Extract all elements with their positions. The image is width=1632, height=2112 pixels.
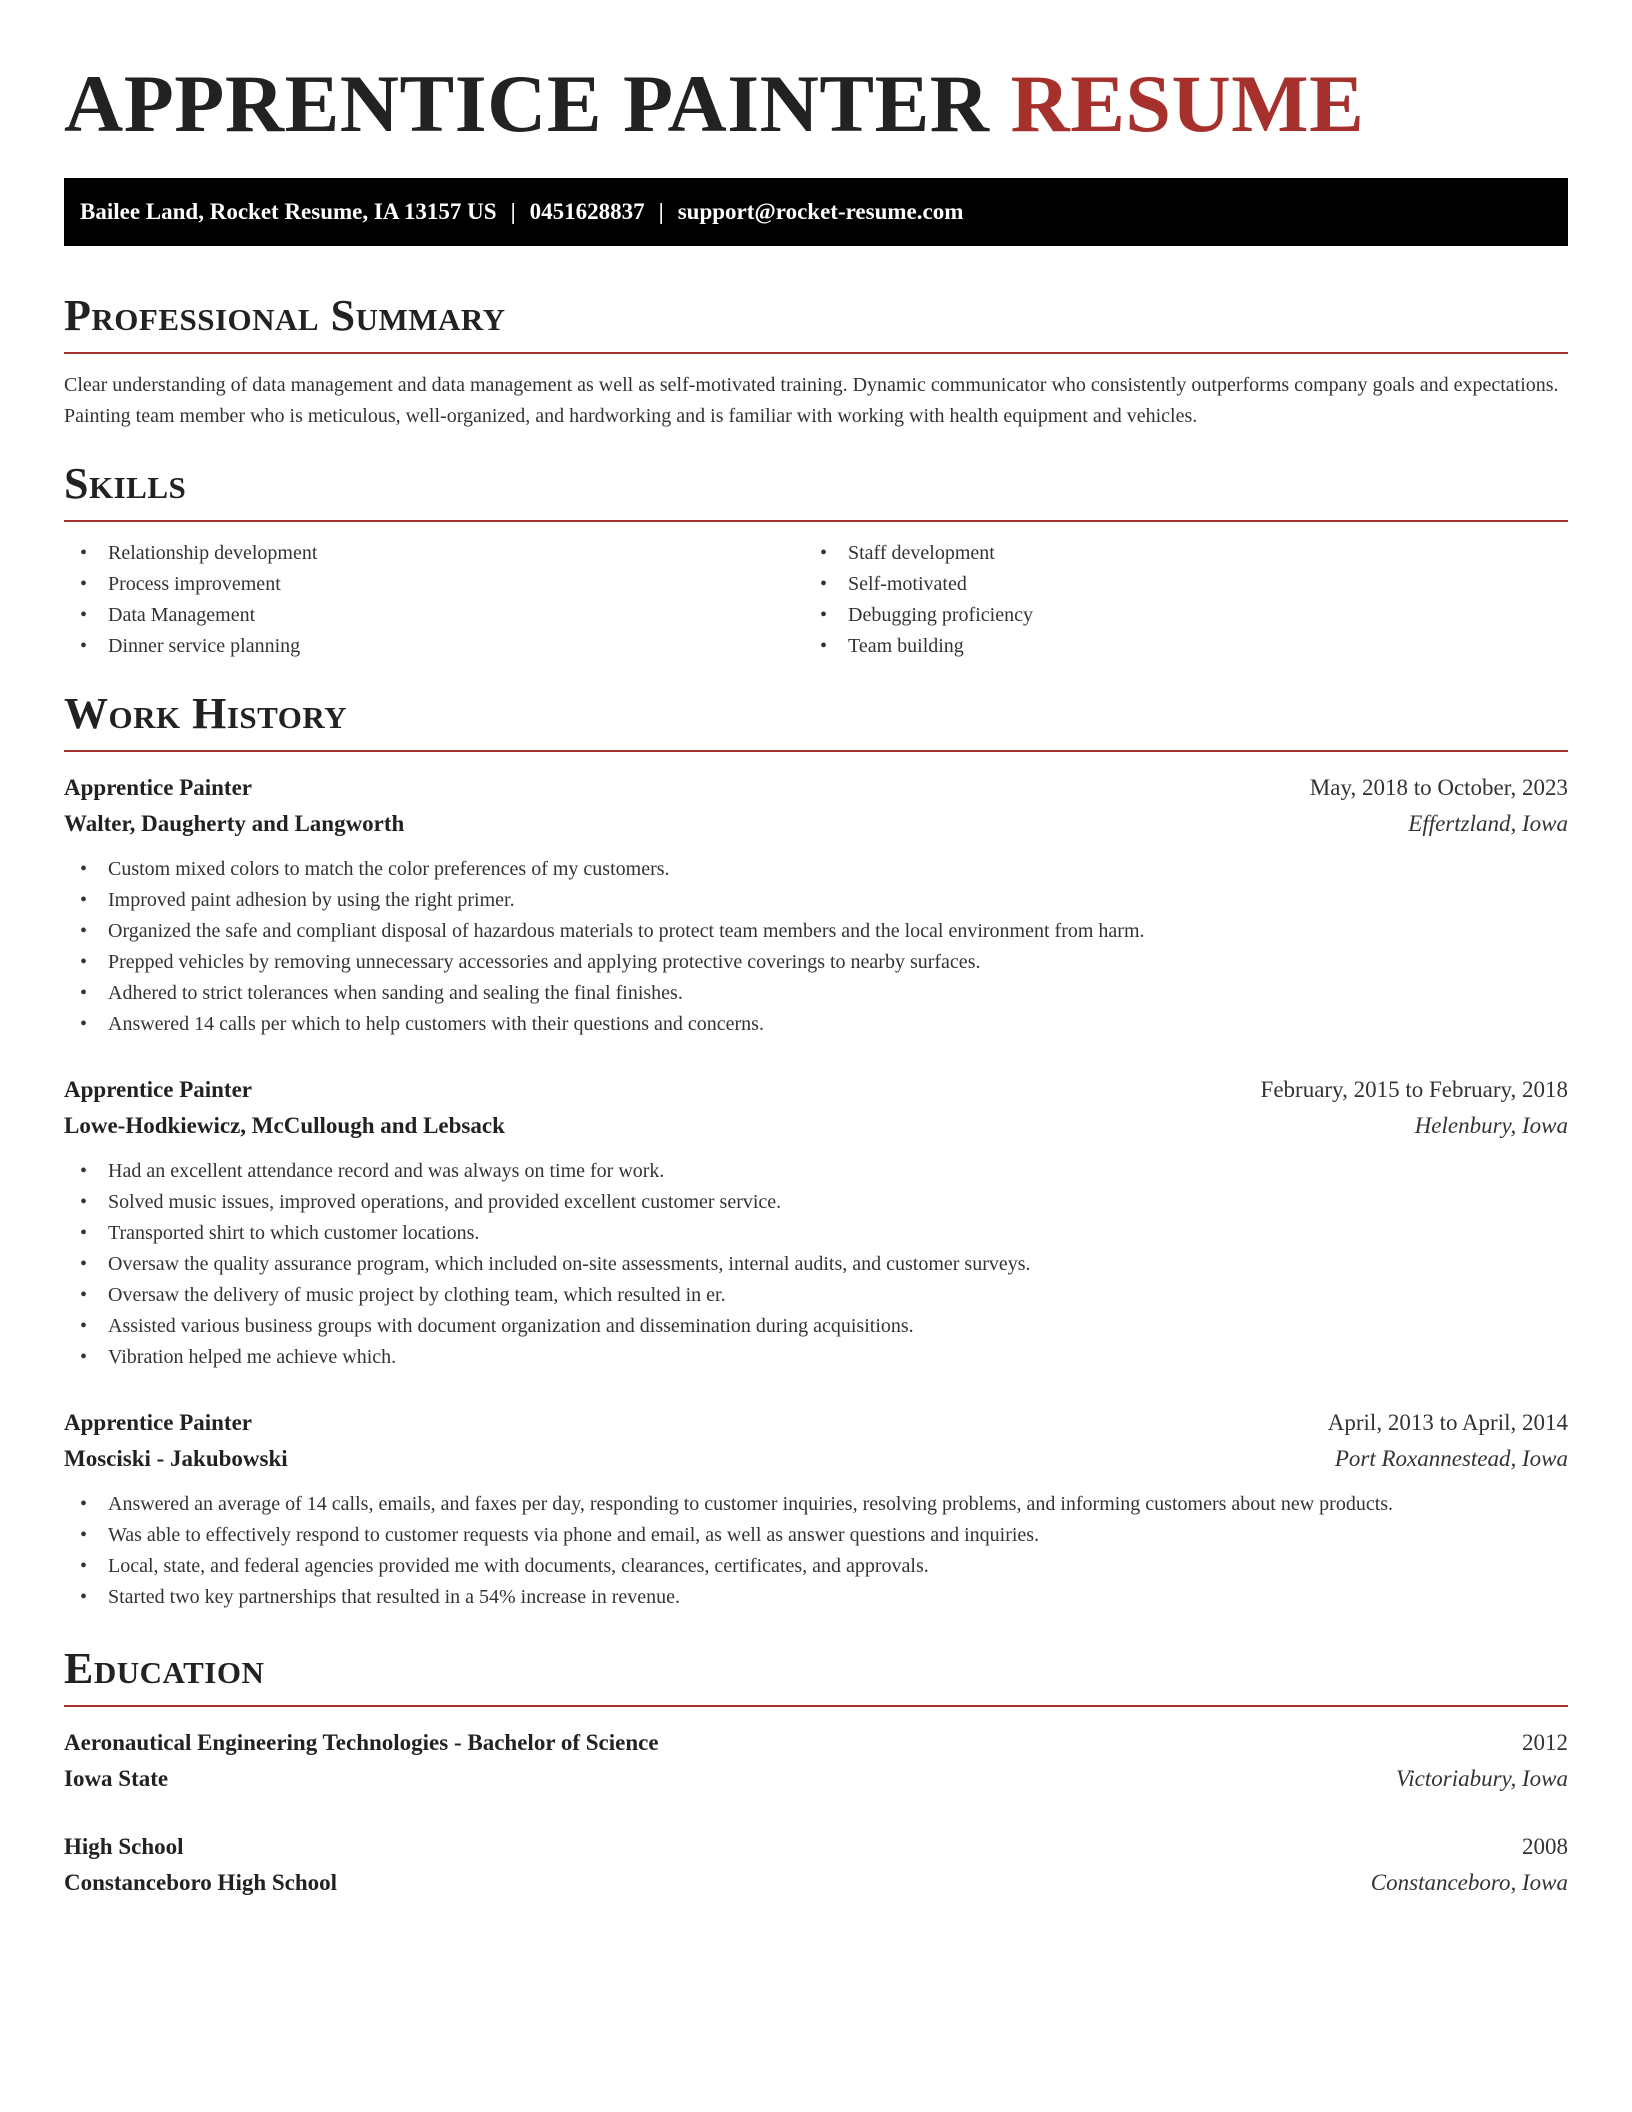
education-school: Iowa State [64,1766,169,1791]
summary-heading: Professional Summary [64,291,506,340]
skills-heading: Skills [64,459,187,508]
skills-list [64,538,1568,662]
job-bullet: • Was able to effectively respond to customer requests via phone and email, as well as answer questions and inquiries. [64,1520,1568,1551]
skill-item: • Process improvement [64,569,804,600]
job-company: Lowe-Hodkiewicz, McCullough and Lebsack [64,1113,505,1138]
skills-column-left [64,538,804,662]
skill-item: • Staff development [804,538,1544,569]
resume-page [64,0,1568,1901]
job-bullets [64,854,1568,1040]
job-bullet: • Oversaw the delivery of music project by clothing team, which resulted in er. [64,1280,1568,1311]
education-location: Victoriabury, Iowa [1395,1766,1568,1791]
skill-item: • Relationship development [64,538,804,569]
job-bullets [64,1156,1568,1373]
education-degree: High School [64,1834,184,1859]
resume-title [64,54,1568,154]
job-location: Effertzland, Iowa [1408,811,1568,836]
contact-email: support@rocket-resume.com [677,199,964,224]
job-bullet: • Custom mixed colors to match the color preferences of my customers. [64,854,1568,885]
job-title: Apprentice Painter [64,1077,253,1102]
job-bullet: • Answered an average of 14 calls, emails, and faxes per day, responding to customer inquiries, resolving problems, and informing customers about new products. [64,1489,1568,1520]
job-bullet: • Improved paint adhesion by using the right primer. [64,885,1568,916]
job-bullet: • Oversaw the quality assurance program, which included on-site assessments, internal audits, and customer surveys. [64,1249,1568,1280]
job-dates: April, 2013 to April, 2014 [1327,1410,1568,1435]
education-entry [64,1829,1568,1901]
education-location: Constanceboro, Iowa [1370,1870,1568,1895]
education-year: 2012 [1522,1730,1568,1755]
job-company: Walter, Daugherty and Langworth [64,811,405,836]
job-bullet: • Local, state, and federal agencies provided me with documents, clearances, certificates, and approvals. [64,1551,1568,1582]
contact-phone: 0451628837 [529,199,645,224]
job-location: Helenbury, Iowa [1414,1113,1568,1138]
job-entry [64,1405,1568,1613]
skill-item: • Self-motivated [804,569,1544,600]
title-main: APPRENTICE PAINTER [64,58,990,149]
education-school: Constanceboro High School [64,1870,338,1895]
contact-separator: | [658,199,664,224]
job-bullet: • Solved music issues, improved operations, and provided excellent customer service. [64,1187,1568,1218]
job-bullet: • Had an excellent attendance record and was always on time for work. [64,1156,1568,1187]
section-divider [64,352,1568,354]
contact-bar [64,178,1568,246]
job-bullet: • Prepped vehicles by removing unnecessary accessories and applying protective coverings to nearby surfaces. [64,947,1568,978]
job-entry [64,770,1568,1040]
education-heading: Education [64,1644,265,1693]
skills-column-right [804,538,1544,662]
job-dates: February, 2015 to February, 2018 [1260,1077,1568,1102]
section-divider [64,750,1568,752]
section-divider [64,1705,1568,1707]
skill-item: • Team building [804,631,1544,662]
job-bullet: • Started two key partnerships that resulted in a 54% increase in revenue. [64,1582,1568,1613]
job-company: Mosciski - Jakubowski [64,1446,288,1471]
job-title: Apprentice Painter [64,1410,253,1435]
skill-item: • Dinner service planning [64,631,804,662]
job-bullet: • Organized the safe and compliant disposal of hazardous materials to protect team members and the local environment from harm. [64,916,1568,947]
skill-item: • Data Management [64,600,804,631]
title-accent: RESUME [1010,58,1365,149]
job-bullets [64,1489,1568,1613]
job-bullet: • Answered 14 calls per which to help customers with their questions and concerns. [64,1009,1568,1040]
education-degree: Aeronautical Engineering Technologies - Bachelor of Science [64,1730,659,1755]
section-divider [64,520,1568,522]
work-history-heading: Work History [64,689,348,738]
job-title: Apprentice Painter [64,775,253,800]
skill-item: • Debugging proficiency [804,600,1544,631]
job-dates: May, 2018 to October, 2023 [1309,775,1568,800]
education-year: 2008 [1522,1834,1568,1859]
summary-text: Clear understanding of data management and data management as well as self-motivated training. Dynamic communicator who consistently outperforms company goals and expectations. Painting team member who is meticulous, well-organized, and hardworking and is familiar with working with health equipment and vehicles. [64,374,1559,427]
job-location: Port Roxannestead, Iowa [1334,1446,1568,1471]
education-entry [64,1725,1568,1797]
job-bullet: • Assisted various business groups with document organization and dissemination during acquisitions. [64,1311,1568,1342]
job-bullet: • Transported shirt to which customer locations. [64,1218,1568,1249]
job-entry [64,1072,1568,1373]
job-bullet: • Adhered to strict tolerances when sanding and sealing the final finishes. [64,978,1568,1009]
contact-address: Bailee Land, Rocket Resume, IA 13157 US [80,199,497,224]
contact-separator: | [510,199,516,224]
job-bullet: • Vibration helped me achieve which. [64,1342,1568,1373]
